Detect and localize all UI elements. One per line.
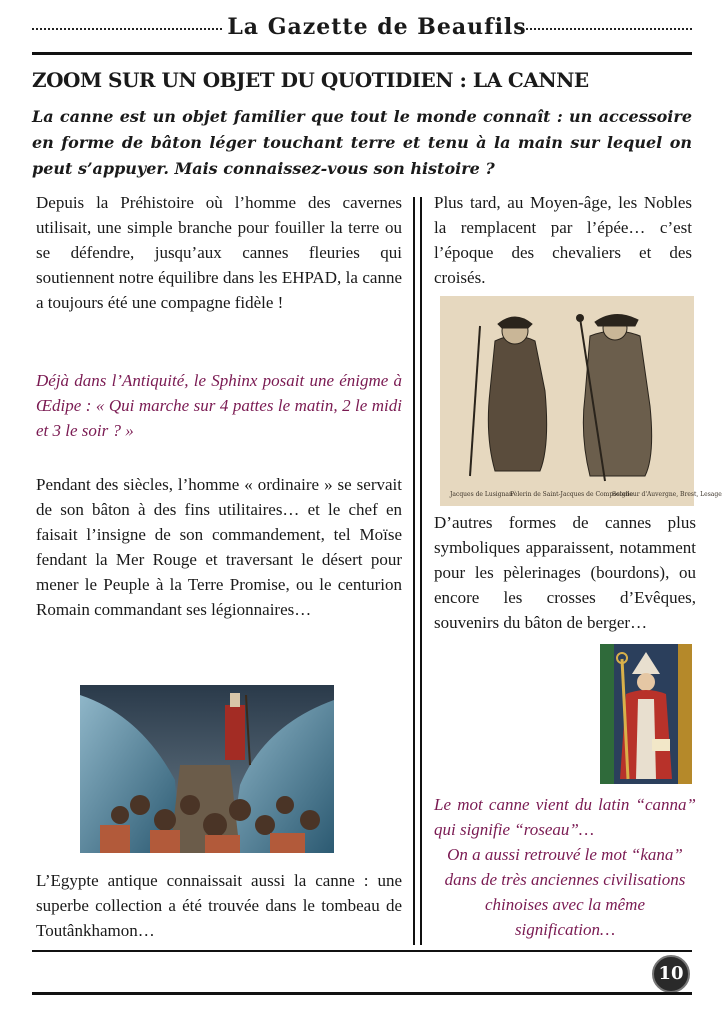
page-number-badge: 10 xyxy=(652,955,690,993)
paragraph-symbolic-canes: D’autres formes de cannes plus symboliques apparaissent, notamment pour les pèlerinages (bourdons), ou encore les crosses d’Evêques, souvenirs du bâton de berger… xyxy=(434,513,696,632)
paragraph-egypt: L’Egypte antique connaissait aussi la canne : une superbe collection a été trouvée dans le tombeau de Toutânkhamon… xyxy=(36,871,402,940)
sphinx-quote: Déjà dans l’Antiquité, le Sphinx posait une énigme à Œdipe : « Qui marche sur 4 pattes le matin, 2 le midi et 3 le soir ? » xyxy=(36,371,402,440)
caption-pilgrim-right: Seigneur d'Auvergne, Brest, Lesage xyxy=(612,491,722,498)
article-headline: ZOOM SUR UN OBJET DU QUOTIDIEN : LA CANNE xyxy=(32,68,589,92)
paragraph-middle-ages: Plus tard, au Moyen-âge, les Nobles la remplacent par l’épée… c’est l’époque des chevaliers et des croisés. xyxy=(434,193,692,287)
bishop-stained-glass-image xyxy=(600,644,692,784)
etymology-quote xyxy=(434,792,696,942)
caption-pilgrim-left: Jacques de Lusignan xyxy=(450,491,513,498)
caption-pilgrim-mid: Pèlerin de Saint-Jacques de Compostelle xyxy=(510,491,634,498)
pilgrims-engraving-image xyxy=(440,296,722,506)
footer-rule-top xyxy=(32,950,692,952)
footer-rule-bottom xyxy=(32,992,692,995)
masthead xyxy=(32,14,692,44)
etymology-quote-line2: On a aussi retrouvé le mot “kana” dans de très anciennes civilisations chinoises avec la même signification… xyxy=(444,845,686,939)
masthead-title: La Gazette de Beaufils xyxy=(227,14,527,40)
column-divider xyxy=(413,197,422,945)
etymology-quote-line1: Le mot canne vient du latin “canna” qui signifie “roseau”… xyxy=(434,795,696,839)
masthead-dots-left xyxy=(32,28,222,30)
header-rule xyxy=(32,52,692,55)
article-intro: La canne est un objet familier que tout le monde connaît : un accessoire en forme de bâton léger touchant terre et tenu à la main sur lequel on peut s’appuyer. Mais connaissez-vous son histoire ? xyxy=(32,107,692,178)
paragraph-ordinary-man: Pendant des siècles, l’homme « ordinaire » se servait de son bâton à des fins utilitaires… et le chef en faisait l’insigne de son commandement, tel Moïse fendant la Mer Rouge et traversant le désert pour mener le Peuple à la Terre Promise, ou le centurion Romain commandant ses légionnaires… xyxy=(36,475,402,619)
masthead-dots-right xyxy=(522,28,692,30)
moses-red-sea-image xyxy=(80,685,334,853)
paragraph-prehistory: Depuis la Préhistoire où l’homme des cavernes utilisait, une simple branche pour fouiller la terre ou se défendre, jusqu’aux cannes fleuries qui soutiennent notre équilibre dans les EHPAD, la canne a toujours été une compagne fidèle ! xyxy=(36,193,402,312)
